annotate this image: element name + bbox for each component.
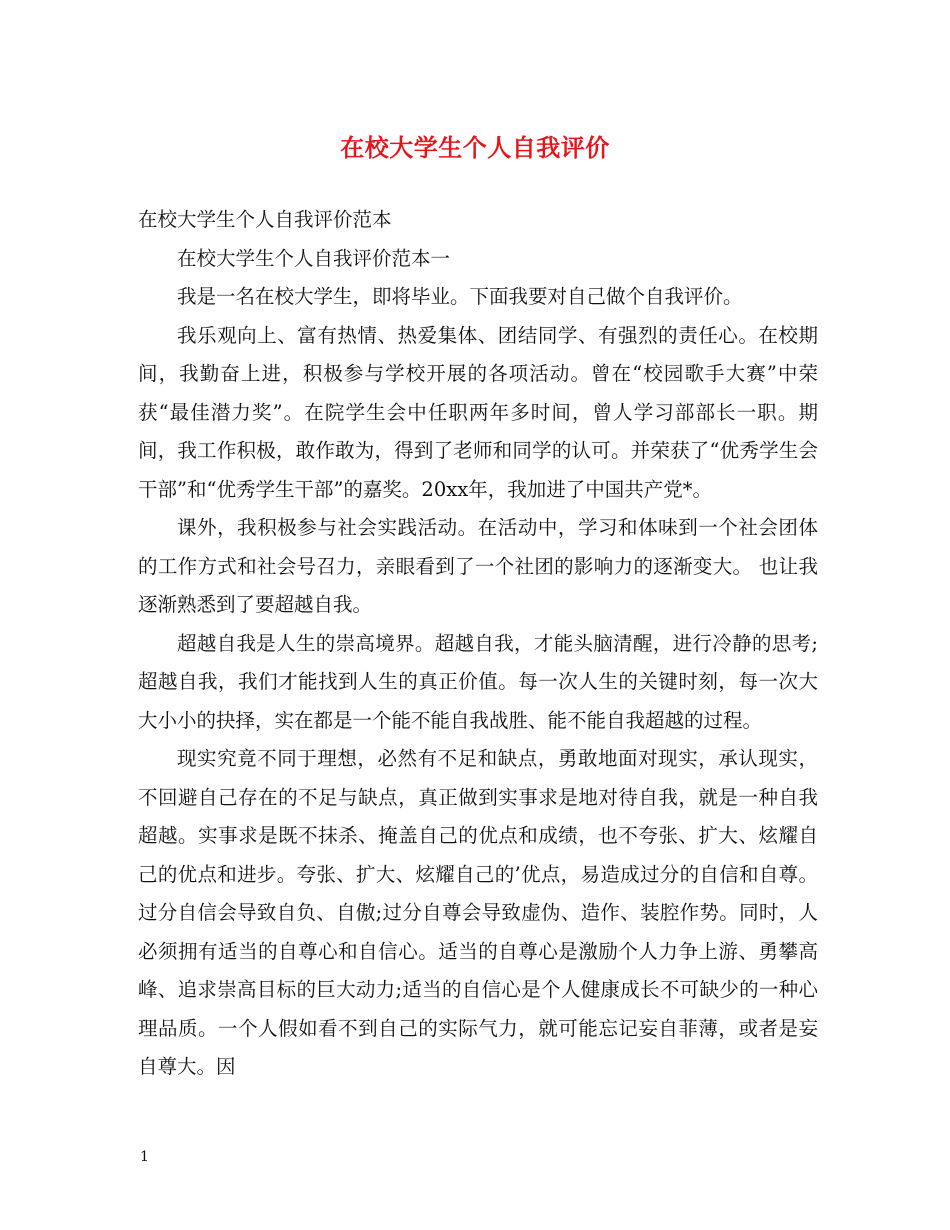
document-title: 在校大学生个人自我评价 [340, 133, 610, 162]
document-body [138, 201, 818, 1087]
paragraph-reality-and-self: 现实究竟不同于理想，必然有不足和缺点，勇敢地面对现实，承认现实，不回避自己存在的不足与缺点，真正做到实事求是地对待自我，就是一种自我超越。实事求是既不抹杀、掩盖自己的优点和成绩，也不夸张、扩大、炫耀自己的优点和进步。夸张、扩大、炫耀自己的’优点，易造成过分的自信和自尊。过分自信会导致自负、自傲;过分自尊会导致虚伪、造作、装腔作势。同时，人必须拥有适当的自尊心和自信心。适当的自尊心是激励个人力争上游、勇攀高峰、追求崇高目标的巨大动力;适当的自信心是个人健康成长不可缺少的一种心理品质。一个人假如看不到自己的实际气力，就可能忘记妄自菲薄，或者是妄自尊大。因 [138, 747, 818, 1078]
page-number: 1 [140, 1149, 149, 1165]
document-heading-line: 在校大学生个人自我评价范本 [138, 208, 392, 231]
paragraph-social-practice: 课外，我积极参与社会实践活动。在活动中，学习和体味到一个社会团体的工作方式和社会号召力，亲眼看到了一个社团的影响力的逐渐变大。 也让我逐渐熟悉到了要超越自我。 [138, 516, 818, 616]
paragraph-self-transcendence: 超越自我是人生的崇高境界。超越自我，才能头脑清醒，进行冷静的思考;超越自我，我们才能找到人生的真正价值。每一次人生的关键时刻，每一次大大小小的抉择，实在都是一个能不能自我战胜、能不能自我超越的过程。 [138, 631, 818, 732]
document-subheading-line: 在校大学生个人自我评价范本一 [177, 246, 451, 270]
paragraph-personal-qualities: 我乐观向上、富有热情、热爱集体、团结同学、有强烈的责任心。在校期间，我勤奋上进，积极参与学校开展的各项活动。曾在“校园歌手大赛”中荣获“最佳潜力奖”。在院学生会中任职两年多时间，曾人学习部部长一职。期间，我工作积极，敢作敢为，得到了老师和同学的认可。并荣获了“优秀学生会干部”和“优秀学生干部”的嘉奖。20xx年，我加进了中国共产党*。 [138, 323, 818, 501]
paragraph-intro: 我是一名在校大学生，即将毕业。下面我要对自己做个自我评价。 [177, 285, 743, 308]
